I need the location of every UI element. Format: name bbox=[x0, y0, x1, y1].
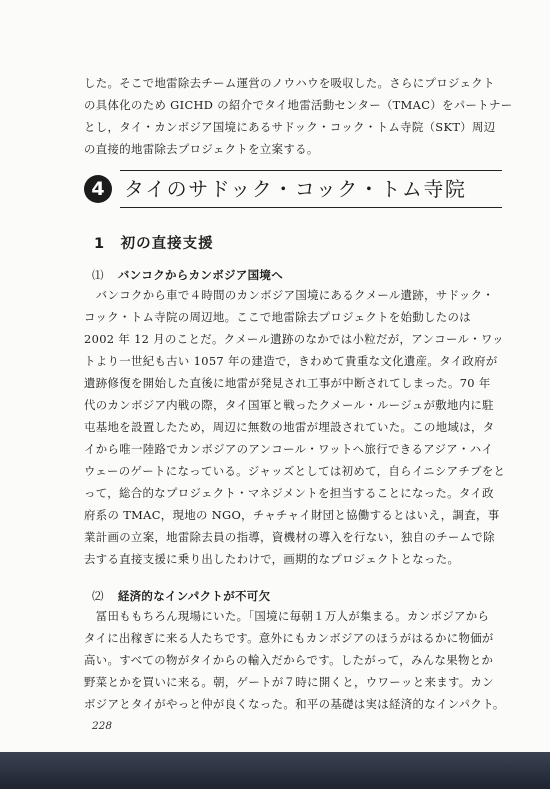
text-line: イから唯一陸路でカンボジアのアンコール・ワットへ旅行できるアジア・ハイ bbox=[84, 442, 494, 456]
subsection-mark: ⑵ bbox=[92, 589, 104, 603]
text-line: 去する直接支援に乗り出したわけで，画期的なプロジェクトとなった。 bbox=[84, 552, 460, 566]
text-line: 野菜とかを買いに来る。朝，ゲートが７時に開くと，ウワーッと来ます。カン bbox=[84, 675, 495, 689]
subsection-heading-1 bbox=[92, 267, 283, 283]
section-heading: 1 初の直接支援 bbox=[94, 236, 214, 252]
text-line: 高い。すべての物がタイからの輸入だからです。したがって，みんな果物とか bbox=[84, 653, 494, 667]
chapter-number-badge: 4 bbox=[84, 175, 112, 203]
text-line: バンコクから車で４時間のカンボジア国境にあるクメール遺跡，サドック・ bbox=[84, 288, 495, 302]
text-line: 遺跡修復を開始した直後に地雷が発見され工事が中断されてしまった。70 年 bbox=[84, 376, 491, 390]
intro-paragraph bbox=[84, 72, 513, 160]
text-line: コック・トム寺院の周辺地。ここで地雷除去プロジェクトを始動したのは bbox=[84, 310, 471, 324]
text-line: の具体化のため GICHD の紹介でタイ地雷活動センター（TMAC）をパートナー bbox=[84, 98, 513, 112]
text-line: 屯基地を設置したため，周辺に無数の地雷が埋設されていた。この地域は，タ bbox=[84, 420, 495, 434]
subsection-mark: ⑴ bbox=[92, 268, 104, 282]
text-line: トより一世紀も古い 1057 年の建造で，きわめて貴重な文化遺産。タイ政府が bbox=[84, 354, 498, 368]
text-line: タイに出稼ぎに来る人たちです。意外にもカンボジアのほうがはるかに物価が bbox=[84, 631, 494, 645]
chapter-heading bbox=[84, 166, 502, 212]
text-line: 代のカンボジア内戦の際，タイ国軍と戦ったクメール・ルージュが敷地内に駐 bbox=[84, 398, 494, 412]
chapter-top-rule bbox=[120, 170, 502, 171]
subsection-title: バンコクからカンボジア国境へ bbox=[117, 268, 284, 282]
chapter-title: タイのサドック・コック・トム寺院 bbox=[124, 177, 467, 201]
text-line: した。そこで地雷除去チーム運営のノウハウを吸収した。さらにプロジェクト bbox=[84, 76, 495, 90]
page-number: 228 bbox=[92, 720, 113, 732]
chapter-bottom-rule bbox=[120, 207, 502, 208]
subsection-title: 経済的なインパクトが不可欠 bbox=[117, 589, 271, 603]
text-line: ウェーのゲートになっている。ジャッズとしては初めて，自らイニシアチブをと bbox=[84, 464, 506, 478]
text-line: って，総合的なプロジェクト・マネジメントを担当することになった。タイ政 bbox=[84, 486, 494, 500]
text-line: の直接的地雷除去プロジェクトを立案する。 bbox=[84, 142, 319, 156]
subsection-2-body bbox=[84, 605, 505, 715]
subsection-heading-2 bbox=[92, 588, 270, 604]
text-line: とし，タイ・カンボジア国境にあるサドック・コック・トム寺院（SKT）周辺 bbox=[84, 120, 496, 134]
text-line: 府系の TMAC，現地の NGO，チャチャイ財団と協働するとはいえ，調査，事 bbox=[84, 508, 500, 522]
scan-bottom-edge bbox=[0, 752, 550, 789]
text-line: 冨田ももちろん現場にいた。「国境に毎朝１万人が集まる。カンボジアから bbox=[84, 609, 490, 623]
text-line: 2002 年 12 月のことだ。クメール遺跡のなかでは小粒だが，アンコール・ワッ bbox=[84, 332, 504, 346]
text-line: 業計画の立案，地雷除去員の指導，資機材の導入を行ない，独自のチームで除 bbox=[84, 530, 495, 544]
subsection-1-body bbox=[84, 284, 506, 570]
text-line: ボジアとタイがやっと仲が良くなった。和平の基礎は実は経済的なインパクト。 bbox=[84, 697, 505, 711]
